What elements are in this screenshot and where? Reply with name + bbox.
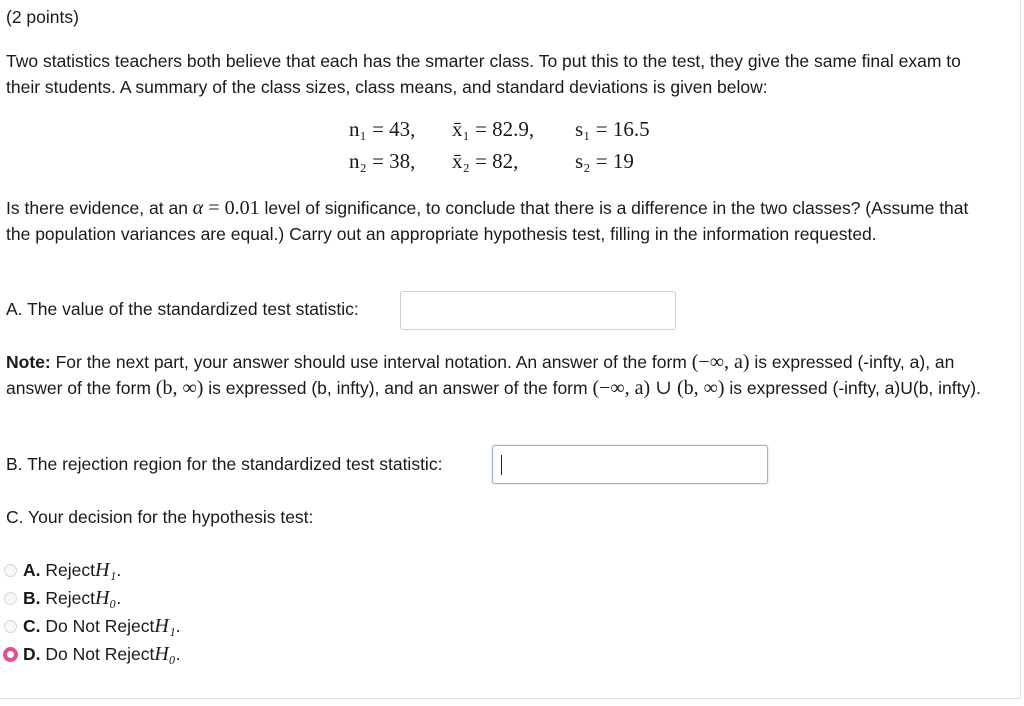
option-d-hypothesis: H₀: [154, 642, 176, 665]
note-text-1: For the next part, your answer should use interval notation. An answer of the form: [50, 352, 692, 372]
option-c-text: Do Not Reject: [45, 615, 155, 636]
note-text-3: is expressed (b, infty), and an answer of the form: [203, 378, 593, 398]
radio-a[interactable]: [4, 564, 17, 577]
option-c-letter: C.: [23, 615, 41, 636]
radio-c[interactable]: [4, 620, 17, 633]
note-math-3: (−∞, a) ∪ (b, ∞): [592, 377, 725, 399]
s2-value: s₂ = 19: [575, 149, 634, 173]
option-a-text: Reject: [45, 559, 95, 580]
note-math-1: (−∞, a): [691, 351, 750, 373]
part-c-label: C. Your decision for the hypothesis test:: [6, 507, 314, 527]
problem-intro: Two statistics teachers both believe that each has the smarter class. To put this to the test, they give the same final exam to their students. A summary of the class sizes, class means, and standard deviations is given below:: [6, 51, 961, 97]
option-d-letter: D.: [23, 643, 41, 664]
n1-value: n₁ = 43,: [349, 117, 416, 141]
radio-b[interactable]: [4, 592, 17, 605]
option-c-end: .: [175, 615, 181, 636]
interval-note: [6, 349, 1006, 401]
option-b-letter: B.: [23, 587, 41, 608]
question-text: [6, 195, 991, 247]
option-c[interactable]: [4, 613, 181, 639]
question-prefix: Is there evidence, at an: [6, 198, 193, 218]
note-label: Note:: [6, 352, 51, 372]
part-b-label: B. The rejection region for the standardized test statistic:: [6, 454, 443, 474]
option-a-hypothesis: H₁: [94, 558, 117, 581]
part-a-label: A. The value of the standardized test statistic:: [6, 299, 359, 319]
radio-d[interactable]: [3, 647, 18, 662]
option-b[interactable]: [4, 585, 121, 611]
xbar1-value: x̄₁ = 82.9,: [452, 117, 535, 141]
option-c-hypothesis: H₁: [154, 614, 176, 637]
alpha-value: = 0.01: [203, 197, 260, 219]
option-b-text: Reject: [45, 587, 95, 608]
option-d[interactable]: [4, 641, 181, 667]
n2-value: n₂ = 38,: [349, 149, 416, 173]
option-a-end: .: [116, 559, 122, 580]
option-a[interactable]: [4, 557, 121, 583]
test-statistic-input[interactable]: [400, 291, 676, 330]
note-math-2: (b, ∞): [155, 377, 204, 399]
option-a-letter: A.: [23, 559, 41, 580]
option-d-end: .: [175, 643, 181, 664]
s1-value: s₁ = 16.5: [575, 117, 650, 141]
option-b-hypothesis: H₀: [94, 586, 117, 609]
option-b-end: .: [116, 587, 122, 608]
xbar2-value: x̄₂ = 82,: [452, 149, 519, 173]
option-d-text: Do Not Reject: [45, 643, 155, 664]
text-caret: [501, 455, 502, 475]
points-label: (2 points): [6, 7, 79, 27]
note-text-4: is expressed (-infty, a)U(b, infty).: [724, 378, 981, 398]
note-text-2: is expressed (-infty, a), an answer of the form: [6, 352, 955, 398]
alpha-symbol: α: [192, 197, 204, 219]
rejection-region-input[interactable]: [492, 445, 768, 484]
question-suffix: level of significance, to conclude that there is a difference in the two classes? (Assume that the population variances are equal.) Carry out an appropriate hypothesis test, filling in the information requested.: [6, 198, 969, 244]
